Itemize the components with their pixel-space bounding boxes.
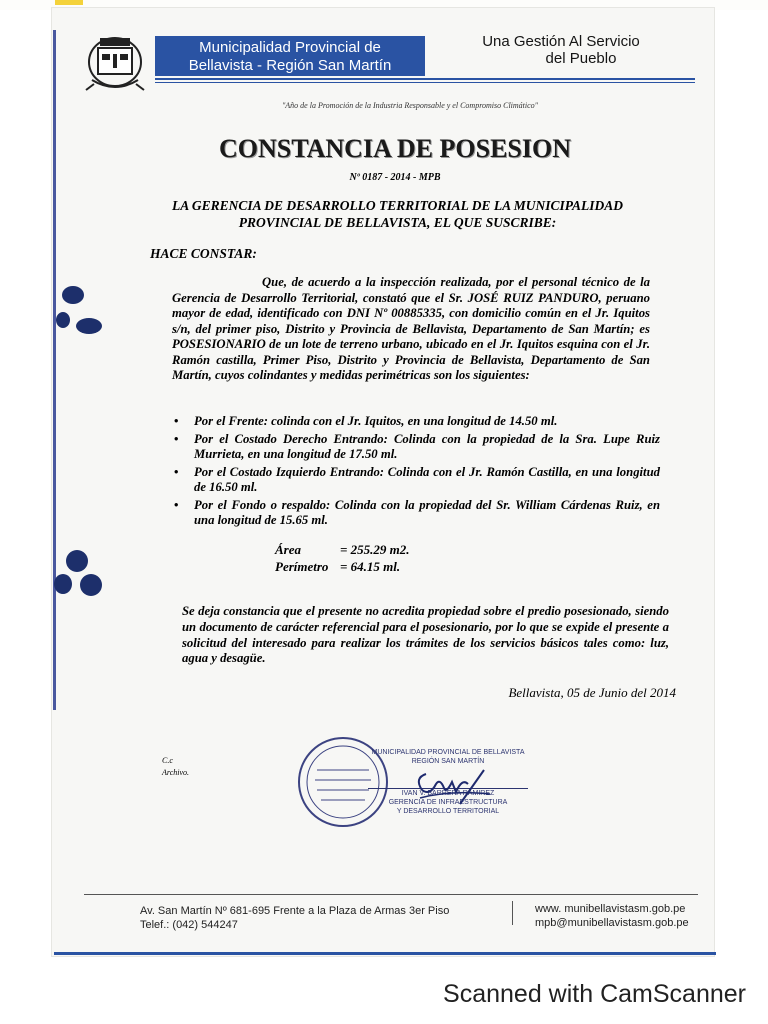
address-line: Av. San Martín Nº 681-695 Frente a la Plaza de Armas 3er Piso: [140, 905, 450, 917]
document-number: Nº 0187 - 2014 - MPB: [349, 172, 441, 183]
perimeter-value: = 64.15 ml.: [340, 559, 401, 574]
list-item: [172, 414, 660, 430]
municipality-banner: [155, 36, 425, 76]
footer-rule: [84, 894, 698, 895]
signer-role1: GERENCIA DE INFRAESTRUCTURA: [388, 799, 508, 806]
place-date: Bellavista, 05 de Junio del 2014: [508, 685, 676, 700]
slogan: [428, 33, 694, 73]
website-link: www. munibellavistasm.gob.pe: [535, 903, 686, 915]
footer-bar: [54, 952, 716, 955]
yellow-tab: [55, 0, 83, 5]
list-item: [172, 498, 660, 529]
carbon-copy-note: [162, 755, 189, 779]
footer-address: [140, 904, 449, 932]
area-label: Área: [275, 542, 301, 557]
signer-role2: Y DESARROLLO TERRITORIAL: [396, 808, 500, 815]
bullet-icon: •: [174, 431, 179, 446]
cc-label: C.c: [162, 756, 173, 765]
municipality-name-line1: Municipalidad Provincial de: [199, 39, 381, 56]
punch-hole: [66, 550, 88, 572]
measurements: [275, 541, 410, 575]
scanner-watermark: Scanned with CamScanner: [443, 980, 746, 1008]
area-value: = 255.29 m2.: [340, 542, 410, 557]
punch-hole: [80, 574, 102, 596]
closing-paragraph: Se deja constancia que el presente no acredita propiedad sobre el predio posesionado, siendo un documento de carácter referencial para el posesionario, por lo que se expide el presente a solicitud del interesado para realizar los trámites de los servicios básicos tales como: luz, agua y desagüe.: [182, 604, 669, 666]
footer-divider: [512, 901, 513, 925]
issuer-line1: LA GERENCIA DE DESARROLLO TERRITORIAL DE LA MUNICIPALIDAD: [172, 198, 623, 213]
slogan-line1: Una Gestión Al Servicio: [482, 33, 640, 50]
stamp-line1: MUNICIPALIDAD PROVINCIAL DE BELLAVISTA: [371, 749, 525, 756]
issuer-line2: PROVINCIAL DE BELLAVISTA, EL QUE SUSCRIBE:: [238, 215, 557, 230]
punch-hole: [56, 312, 70, 328]
body-paragraph: Que, de acuerdo a la inspección realizada, por el personal técnico de la Gerencia de Desarrollo Territorial, constató que el Sr. JOSÉ RUIZ PANDURO, peruano mayor de edad, identificado con DNI Nº 00885335, con domicilio común en el Jr. Iquitos s/n, del primer piso, Distrito y Provincia de Bellavista, Departamento de San Martín; es POSESIONARIO de un lote de terreno urbano, ubicado en el Jr. Iquitos esquina con el Jr. Ramón castilla, Primer Piso, Distrito y Provincia de Bellavista, Departamento de San Martín, cuyos colindantes y medidas perimétricas son los siguientes:: [172, 275, 650, 382]
hace-constar-heading: HACE CONSTAR:: [150, 246, 257, 261]
year-motto: "Año de la Promoción de la Industria Responsable y el Compromiso Climático": [281, 101, 539, 110]
municipal-crest-logo: [82, 28, 148, 94]
handwritten-signature: [400, 760, 500, 820]
binding-edge: [53, 30, 56, 710]
perimeter-label: Perímetro: [275, 559, 329, 574]
boundaries-list: [172, 414, 660, 531]
boundary-back: Por el Fondo o respaldo: Colinda con la propiedad del Sr. William Cárdenas Ruiz, en una longitud de 15.65 ml.: [194, 497, 660, 527]
signer-name: IVAN V. BARRERA RAMIREZ: [368, 788, 528, 798]
list-item: [172, 432, 660, 463]
municipality-name-line2: Bellavista - Región San Martín: [188, 57, 392, 74]
boundary-front: Por el Frente: colinda con el Jr. Iquitos, en una longitud de 14.50 ml.: [194, 414, 558, 428]
boundary-right: Por el Costado Derecho Entrando: Colinda con la propiedad de la Sra. Lupe Ruiz Murrieta, en una longitud de 17.50 ml.: [194, 431, 660, 461]
list-item: [172, 465, 660, 496]
bullet-icon: •: [174, 464, 179, 479]
slogan-line2: del Pueblo: [545, 50, 617, 67]
bullet-icon: •: [174, 414, 179, 428]
boundary-left: Por el Costado Izquierdo Entrando: Colinda con el Jr. Ramón Castilla, en una longitud de 16.50 ml.: [194, 464, 660, 494]
header-rule: [155, 78, 695, 80]
bullet-icon: •: [174, 497, 179, 512]
punch-hole: [76, 318, 102, 334]
stamp-line2: REGIÓN SAN MARTÍN: [411, 758, 485, 765]
header-rule-thin: [155, 82, 695, 83]
footer-contacts: [535, 902, 689, 930]
email-link: mpb@munibellavistasm.gob.pe: [535, 917, 689, 929]
punch-hole: [62, 286, 84, 304]
document-title: CONSTANCIA DE POSESION: [218, 134, 572, 163]
cc-archive: Archivo.: [162, 768, 190, 777]
phone-line: Telef.: (042) 544247: [140, 919, 238, 931]
punch-hole: [54, 574, 72, 594]
issuer-statement: [150, 197, 645, 231]
